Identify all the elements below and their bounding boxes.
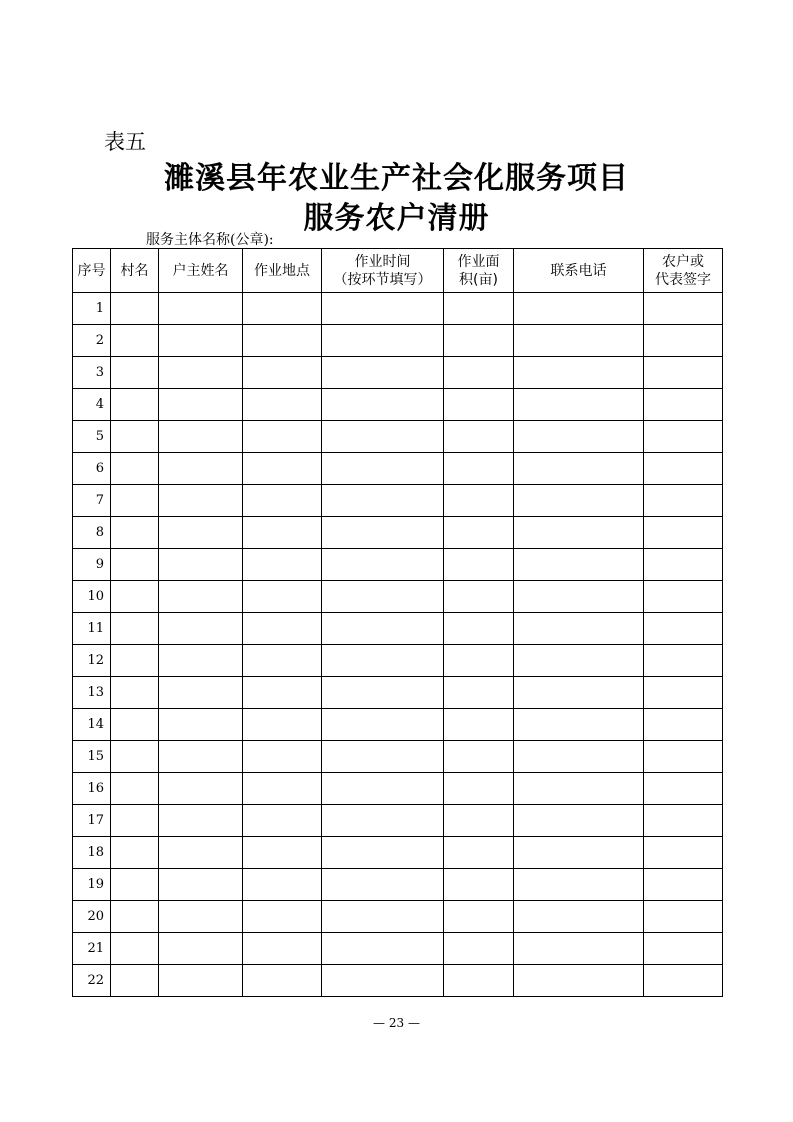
householder-cell[interactable] [159,933,243,965]
page-number: — 23 — [373,1016,420,1030]
table-row [73,613,723,645]
village-cell[interactable] [111,581,159,613]
area-cell[interactable] [444,837,514,869]
signature-cell[interactable] [644,805,723,837]
header-signature [644,249,723,293]
phone-cell[interactable] [514,869,644,901]
area-cell[interactable] [444,901,514,933]
householder-cell[interactable] [159,613,243,645]
village-cell[interactable] [111,869,159,901]
phone-cell[interactable] [514,581,644,613]
phone-cell[interactable] [514,901,644,933]
phone-cell[interactable] [514,933,644,965]
householder-cell[interactable] [159,837,243,869]
phone-cell[interactable] [514,613,644,645]
signature-cell[interactable] [644,741,723,773]
area-cell[interactable] [444,293,514,325]
table-row [73,805,723,837]
table-row [73,421,723,453]
row-number: 21 [73,933,111,965]
table-row [73,677,723,709]
phone-cell[interactable] [514,805,644,837]
signature-cell[interactable] [644,325,723,357]
phone-cell[interactable] [514,453,644,485]
location-cell[interactable] [243,901,322,933]
row-number: 3 [73,357,111,389]
phone-cell[interactable] [514,325,644,357]
area-cell[interactable] [444,805,514,837]
area-cell[interactable] [444,933,514,965]
header-location [243,249,322,293]
signature-cell[interactable] [644,613,723,645]
signature-cell[interactable] [644,773,723,805]
header-phone [514,249,644,293]
row-number: 8 [73,517,111,549]
location-cell[interactable] [243,453,322,485]
signature-cell[interactable] [644,869,723,901]
row-number: 18 [73,837,111,869]
village-cell[interactable] [111,837,159,869]
table-row [73,517,723,549]
village-cell[interactable] [111,933,159,965]
area-cell[interactable] [444,613,514,645]
phone-cell[interactable] [514,773,644,805]
phone-cell[interactable] [514,709,644,741]
time-cell[interactable] [322,709,444,741]
row-number: 9 [73,549,111,581]
phone-cell[interactable] [514,741,644,773]
location-cell[interactable] [243,549,322,581]
area-cell[interactable] [444,869,514,901]
location-cell[interactable] [243,645,322,677]
header-text-line1: 户主姓名 [172,262,229,279]
table-row [73,709,723,741]
village-cell[interactable] [111,645,159,677]
row-number: 13 [73,677,111,709]
signature-cell[interactable] [644,645,723,677]
area-cell[interactable] [444,549,514,581]
village-cell[interactable] [111,421,159,453]
signature-cell[interactable] [644,549,723,581]
area-cell[interactable] [444,773,514,805]
table-row [73,933,723,965]
signature-cell[interactable] [644,421,723,453]
householder-cell[interactable] [159,357,243,389]
header-text-line1: 村名 [120,262,149,279]
signature-cell[interactable] [644,453,723,485]
phone-cell[interactable] [514,357,644,389]
row-number: 2 [73,325,111,357]
village-cell[interactable] [111,549,159,581]
table-body [73,293,723,997]
row-number: 12 [73,645,111,677]
area-cell[interactable] [444,517,514,549]
table-row [73,773,723,805]
location-cell[interactable] [243,581,322,613]
area-cell[interactable] [444,741,514,773]
area-cell[interactable] [444,677,514,709]
area-cell[interactable] [444,645,514,677]
row-number: 10 [73,581,111,613]
time-cell[interactable] [322,293,444,325]
location-cell[interactable] [243,485,322,517]
table-header-row [73,249,723,293]
time-cell[interactable] [322,837,444,869]
area-cell[interactable] [444,581,514,613]
time-cell[interactable] [322,517,444,549]
row-number: 11 [73,613,111,645]
householder-cell[interactable] [159,389,243,421]
table-row [73,965,723,997]
signature-cell[interactable] [644,389,723,421]
document-title: 濉溪县年农业生产社会化服务项目 [164,161,629,196]
table-row [73,869,723,901]
signature-cell[interactable] [644,485,723,517]
signature-cell[interactable] [644,709,723,741]
time-cell[interactable] [322,805,444,837]
householder-cell[interactable] [159,869,243,901]
phone-cell[interactable] [514,549,644,581]
signature-cell[interactable] [644,933,723,965]
header-text-line2: 积(亩) [459,271,498,288]
phone-cell[interactable] [514,645,644,677]
area-cell[interactable] [444,453,514,485]
time-cell[interactable] [322,485,444,517]
village-cell[interactable] [111,965,159,997]
householder-cell[interactable] [159,677,243,709]
village-cell[interactable] [111,613,159,645]
area-cell[interactable] [444,709,514,741]
location-cell[interactable] [243,421,322,453]
location-cell[interactable] [243,805,322,837]
signature-cell[interactable] [644,837,723,869]
table-row [73,293,723,325]
time-cell[interactable] [322,421,444,453]
signature-cell[interactable] [644,965,723,997]
table-row [73,325,723,357]
area-cell[interactable] [444,325,514,357]
header-text-line2: （按环节填写） [333,271,432,288]
row-number: 4 [73,389,111,421]
table-row [73,389,723,421]
area-cell[interactable] [444,485,514,517]
row-number: 5 [73,421,111,453]
time-cell[interactable] [322,453,444,485]
phone-cell[interactable] [514,965,644,997]
area-cell[interactable] [444,357,514,389]
area-cell[interactable] [444,965,514,997]
row-number: 19 [73,869,111,901]
header-text-line2: 代表签字 [655,271,711,288]
location-cell[interactable] [243,869,322,901]
householder-cell[interactable] [159,581,243,613]
location-cell[interactable] [243,325,322,357]
location-cell[interactable] [243,677,322,709]
signature-cell[interactable] [644,581,723,613]
signature-cell[interactable] [644,677,723,709]
householder-cell[interactable] [159,549,243,581]
phone-cell[interactable] [514,389,644,421]
time-cell[interactable] [322,581,444,613]
location-cell[interactable] [243,613,322,645]
table-row [73,549,723,581]
row-number: 14 [73,709,111,741]
time-cell[interactable] [322,325,444,357]
header-text-line1: 作业面 [457,253,500,270]
document-subtitle: 服务农户清册 [303,201,490,236]
householder-cell[interactable] [159,805,243,837]
area-cell[interactable] [444,389,514,421]
householder-cell[interactable] [159,517,243,549]
header-householder [159,249,243,293]
location-cell[interactable] [243,389,322,421]
time-cell[interactable] [322,613,444,645]
table-row [73,453,723,485]
header-text-line1: 作业时间 [354,253,411,270]
row-number: 22 [73,965,111,997]
village-cell[interactable] [111,485,159,517]
location-cell[interactable] [243,709,322,741]
location-cell[interactable] [243,933,322,965]
table-row [73,901,723,933]
table-row [73,741,723,773]
householder-cell[interactable] [159,485,243,517]
phone-cell[interactable] [514,421,644,453]
header-seq [73,249,111,293]
row-number: 20 [73,901,111,933]
phone-cell[interactable] [514,293,644,325]
table-label: 表五 [104,130,146,154]
row-number: 7 [73,485,111,517]
signature-cell[interactable] [644,901,723,933]
header-area [444,249,514,293]
table-row [73,837,723,869]
row-number: 6 [73,453,111,485]
village-cell[interactable] [111,453,159,485]
householder-cell[interactable] [159,325,243,357]
village-cell[interactable] [111,901,159,933]
row-number: 15 [73,741,111,773]
village-cell[interactable] [111,325,159,357]
householder-cell[interactable] [159,773,243,805]
time-cell[interactable] [322,389,444,421]
village-cell[interactable] [111,293,159,325]
householder-cell[interactable] [159,709,243,741]
village-cell[interactable] [111,741,159,773]
village-cell[interactable] [111,773,159,805]
householder-cell[interactable] [159,453,243,485]
time-cell[interactable] [322,645,444,677]
time-cell[interactable] [322,773,444,805]
time-cell[interactable] [322,677,444,709]
location-cell[interactable] [243,293,322,325]
village-cell[interactable] [111,357,159,389]
time-cell[interactable] [322,901,444,933]
table-row [73,645,723,677]
header-village [111,249,159,293]
time-cell[interactable] [322,869,444,901]
householder-cell[interactable] [159,965,243,997]
householder-cell[interactable] [159,741,243,773]
location-cell[interactable] [243,517,322,549]
header-text-line1: 序号 [77,262,106,279]
time-cell[interactable] [322,933,444,965]
phone-cell[interactable] [514,485,644,517]
table-row [73,357,723,389]
location-cell[interactable] [243,837,322,869]
signature-cell[interactable] [644,517,723,549]
phone-cell[interactable] [514,677,644,709]
table-row [73,485,723,517]
phone-cell[interactable] [514,517,644,549]
time-cell[interactable] [322,549,444,581]
area-cell[interactable] [444,421,514,453]
time-cell[interactable] [322,357,444,389]
location-cell[interactable] [243,741,322,773]
householder-cell[interactable] [159,421,243,453]
phone-cell[interactable] [514,837,644,869]
village-cell[interactable] [111,709,159,741]
location-cell[interactable] [243,773,322,805]
householder-cell[interactable] [159,293,243,325]
signature-cell[interactable] [644,293,723,325]
time-cell[interactable] [322,965,444,997]
householder-cell[interactable] [159,901,243,933]
householder-cell[interactable] [159,645,243,677]
village-cell[interactable] [111,517,159,549]
table-row [73,581,723,613]
header-text-line1: 联系电话 [550,262,607,279]
location-cell[interactable] [243,965,322,997]
village-cell[interactable] [111,677,159,709]
village-cell[interactable] [111,805,159,837]
location-cell[interactable] [243,357,322,389]
village-cell[interactable] [111,389,159,421]
header-time [322,249,444,293]
signature-cell[interactable] [644,357,723,389]
header-text-line1: 农户或 [662,253,704,270]
row-number: 17 [73,805,111,837]
row-number: 16 [73,773,111,805]
time-cell[interactable] [322,741,444,773]
farmer-roster-table [72,248,723,997]
header-text-line1: 作业地点 [254,262,310,279]
service-subject-label: 服务主体名称(公章): [146,232,274,248]
row-number: 1 [73,293,111,325]
